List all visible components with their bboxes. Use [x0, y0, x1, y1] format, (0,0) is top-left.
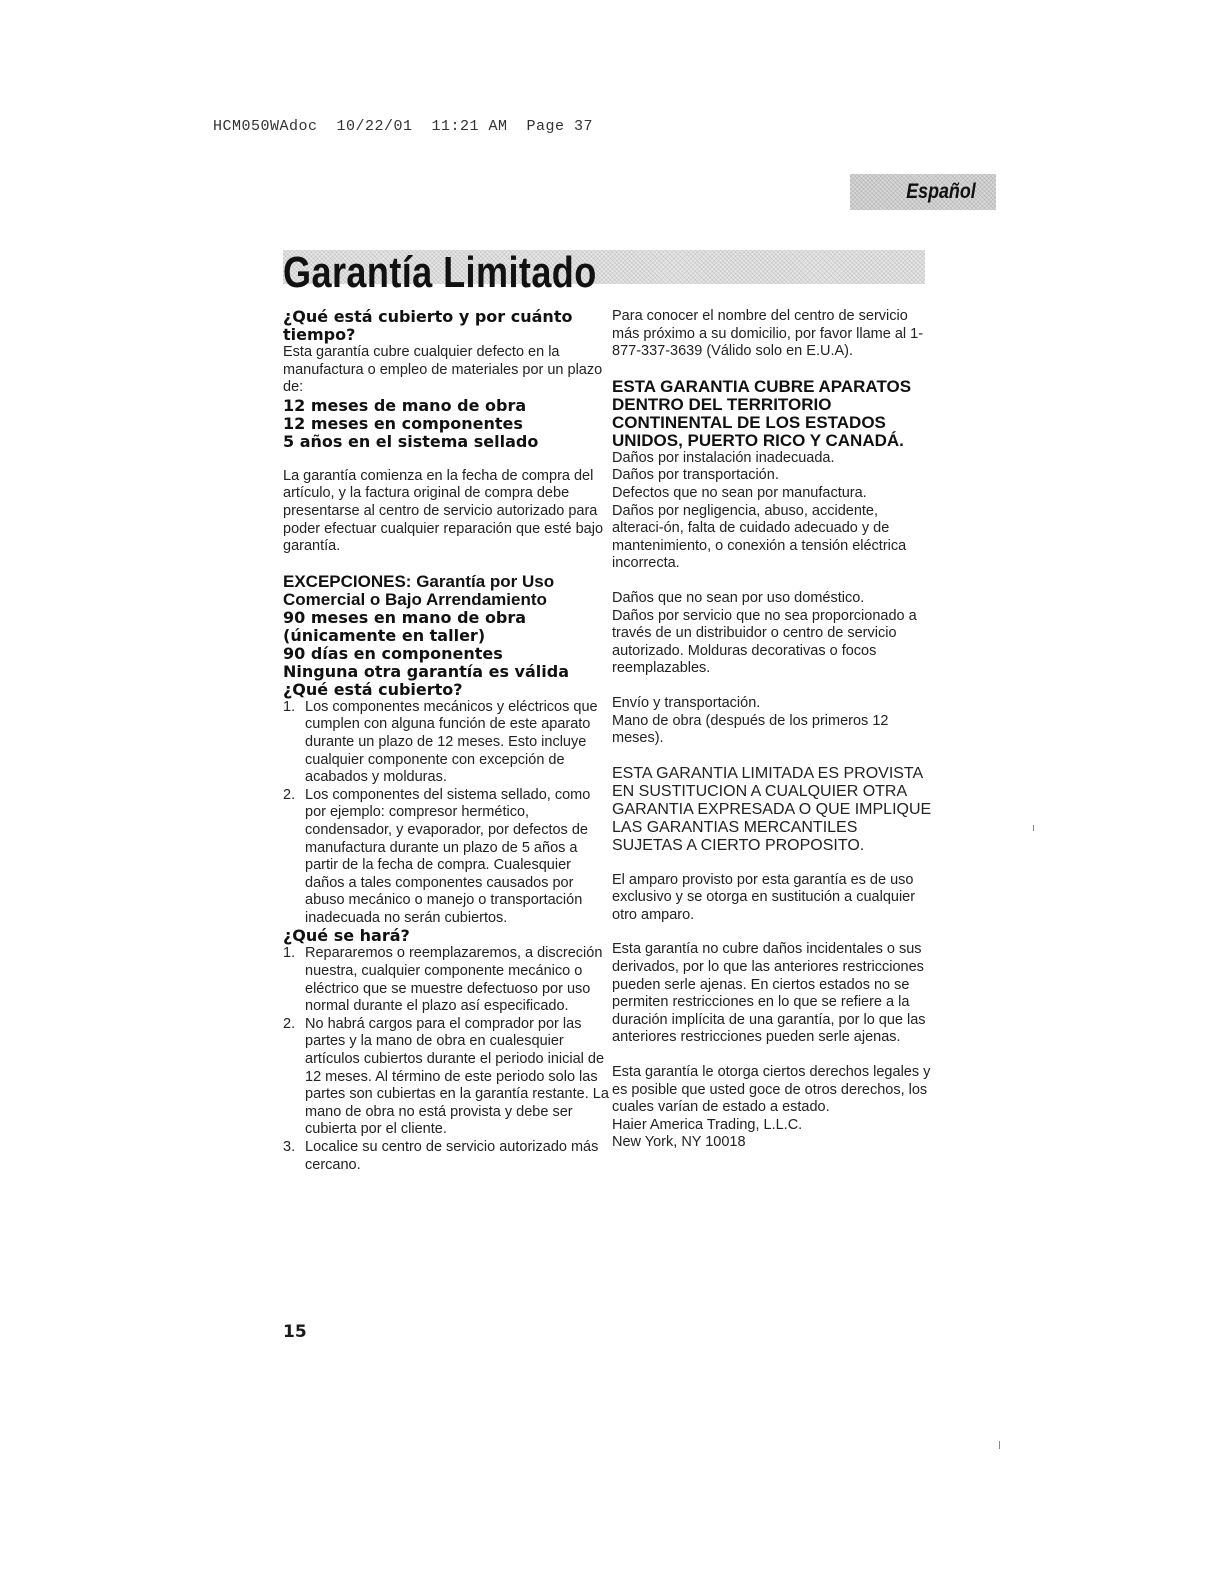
exceptions-heading: EXCEPCIONES: Garantía por Uso Comercial o Bajo Arrendamiento: [283, 571, 555, 609]
territory-heading: ESTA GARANTIA CUBRE APARATOS DENTRO DEL TERRITORIO CONTINENTAL DE LOS ESTADOS UNIDOS, PUERTO RICO Y CANADÁ.: [612, 376, 912, 450]
covered-heading: ¿Qué está cubierto y por cuánto tiempo?: [283, 307, 573, 344]
list-item: [283, 1139, 613, 1174]
list-number: 1.: [283, 945, 296, 962]
exclusion-line: Daños que no sean por uso doméstico.: [612, 589, 865, 606]
language-tab: [850, 174, 996, 210]
covered-heading-2: ¿Qué está cubierto?: [283, 679, 463, 699]
protection-text: El amparo provisto por esta garantía es de uso exclusivo y se otorga en sustitución a cualquier otro amparo.: [612, 871, 916, 923]
term-sealed-system: 5 años en el sistema sellado: [283, 431, 539, 451]
exclusion-line: Daños por negligencia, abuso, accidente, alteraci-ón, falta de cuidado adecuado y de mantenimiento, o conexión a tensión eléctrica incorrecta.: [612, 502, 907, 572]
exclusion-line: Daños por servicio que no sea proporcionado a través de un distribuidor o centro de servicio autorizado. Molduras decorativas o focos reemplazables.: [612, 607, 917, 677]
scan-mark: [1033, 825, 1034, 831]
done-heading: ¿Qué se hará?: [283, 926, 410, 946]
exclusion-line: Defectos que no sean por manufactura.: [612, 484, 867, 501]
page-title: Garantía Limitado: [283, 248, 597, 297]
list-number: 2.: [283, 1015, 296, 1032]
exceptions-line: Ninguna otra garantía es válida: [283, 661, 569, 681]
list-item: [283, 787, 613, 928]
list-text: No habrá cargos para el comprador por las partes y la mano de obra en cualesquier artículos cubiertos durante el periodo inicial de 12 meses. Al término de este periodo solo las partes son cubiertas en la garantía restante. La mano de obra no está provista y debe ser cubierta por el cliente.: [305, 1015, 609, 1138]
company-name: Haier America Trading, L.L.C.: [612, 1116, 803, 1133]
exceptions-line: 90 meses en mano de obra (únicamente en taller): [283, 607, 527, 645]
list-number: 1.: [283, 698, 296, 715]
list-text: Los componentes del sistema sellado, como por ejemplo: compresor hermético, condensador, y evaporador, por defectos de manufactura durante un plazo de 5 años a partir de la fecha de compra. Cualesquier daños a tales componentes causados por abuso mecánico o manejo o transportación inadecuada no serán cubiertos.: [305, 786, 591, 926]
list-item: [283, 1016, 613, 1139]
list-number: 2.: [283, 786, 296, 803]
list-item: [283, 945, 613, 1015]
list-text: Localice su centro de servicio autorizado más cercano.: [305, 1139, 599, 1173]
limited-warranty-caps: ESTA GARANTIA LIMITADA ES PROVISTA EN SUSTITUCION A CUALQUIER OTRA GARANTIA EXPRESADA O QUE IMPLIQUE LAS GARANTIAS MERCANTILES SUJETAS A CIERTO PROPOSITO.: [612, 764, 932, 854]
exceptions-line: 90 días en componentes: [283, 643, 503, 663]
exclusion-line: Mano de obra (después de los primeros 12 meses).: [612, 712, 889, 747]
exclusion-line: Daños por instalación inadecuada.: [612, 449, 835, 466]
done-list: [283, 945, 613, 1174]
list-item: [283, 699, 613, 787]
language-tab-label: Español: [906, 180, 976, 203]
list-text: Repararemos o reemplazaremos, a discreción nuestra, cualquier componente mecánico o eléctrico que se muestre defectuoso por uso normal durante el plazo así especificado.: [305, 945, 603, 1015]
covered-text: Esta garantía cubre cualquier defecto en la manufactura o empleo de materiales por un plazo de:: [283, 344, 603, 396]
left-column: [283, 308, 613, 1174]
list-number: 3.: [283, 1139, 296, 1155]
rights-text: Esta garantía le otorga ciertos derechos legales y es posible que usted goce de otros derechos, los cuales varían de estado a estado.: [612, 1064, 931, 1116]
covered-list: [283, 699, 613, 928]
term-components: 12 meses en componentes: [283, 413, 523, 433]
list-text: Los componentes mecánicos y eléctricos que cumplen con alguna función de este aparato durante un plazo de 12 meses. Esto incluye cualquier componente con excepción de acabados y molduras.: [305, 698, 598, 786]
company-address: New York, NY 10018: [612, 1134, 746, 1151]
exclusion-line: Envío y transportación.: [612, 694, 761, 711]
warranty-start-text: La garantía comienza en la fecha de compra del artículo, y la factura original de compra debe presentarse al centro de servicio autorizado para poder efectuar cualquier reparación que esté bajo garantía.: [283, 467, 604, 555]
file-header: HCM050WAdoc 10/22/01 11:21 AM Page 37: [213, 118, 594, 135]
service-center-text: Para conocer el nombre del centro de servicio más próximo a su domicilio, por favor llame al 1-877-337-3639 (Válido solo en E.U.A).: [612, 308, 924, 360]
page-number: 15: [283, 1322, 307, 1342]
scan-mark: [999, 1441, 1000, 1449]
right-column: [612, 308, 932, 1152]
exclusion-line: Daños por transportación.: [612, 467, 779, 484]
term-labor: 12 meses de mano de obra: [283, 395, 527, 415]
incidental-text: Esta garantía no cubre daños incidentales o sus derivados, por lo que las anteriores restricciones pueden serle ajenas. En ciertos estados no se permiten restricciones en lo que se refiere a la duración implícita de una garantía, por lo que las anteriores restricciones pueden serle ajenas.: [612, 941, 926, 1046]
